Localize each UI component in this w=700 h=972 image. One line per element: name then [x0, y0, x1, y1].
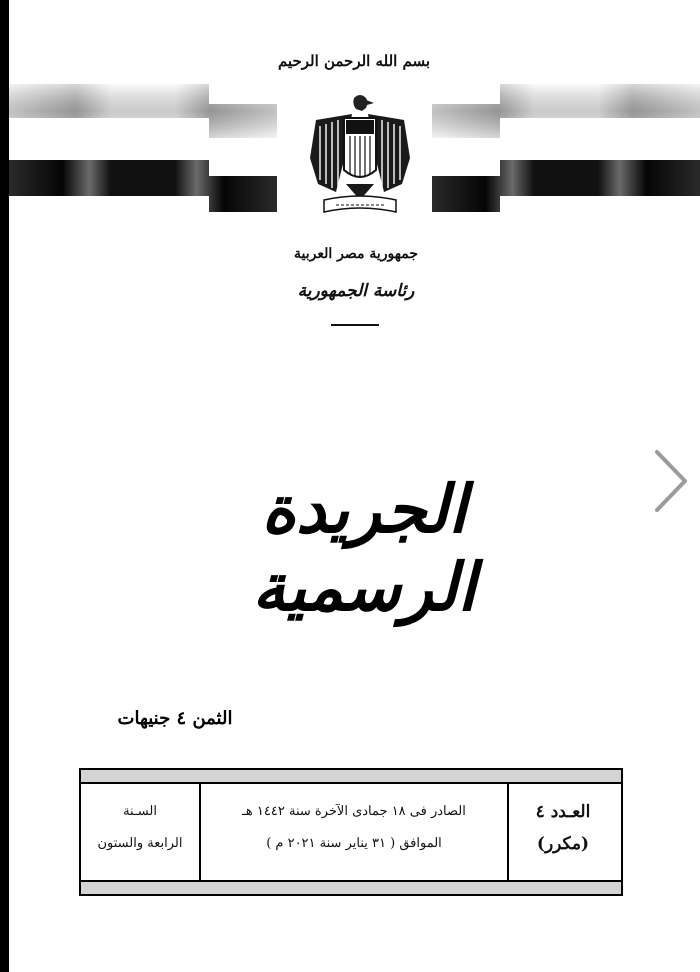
issue-note: (مكرر): [536, 834, 590, 854]
issue-date-cell: [199, 784, 509, 880]
eagle-emblem-icon: [296, 88, 424, 224]
page-left-edge: [0, 0, 9, 972]
year-label: السـنة: [123, 804, 157, 819]
presidency-underline: [331, 324, 379, 326]
gazette-title: الجريدة الرسمية: [252, 470, 476, 626]
table-top-bar: [79, 768, 623, 784]
republic-name: جمهورية مصر العربية: [294, 246, 418, 262]
year-cell: [81, 784, 199, 880]
issue-info-table: [79, 784, 623, 880]
issue-number: العـدد ٤: [535, 802, 591, 822]
basmala: بسم الله الرحمن الرحيم: [277, 52, 431, 70]
table-bottom-bar: [79, 880, 623, 896]
chevron-right-icon[interactable]: [649, 448, 693, 514]
presidency-name: رئاسة الجمهورية: [297, 281, 415, 301]
year-value: الرابعة والستون: [97, 836, 183, 851]
document-page: [9, 0, 700, 972]
issue-number-cell: [505, 784, 621, 880]
price-label: الثمن ٤ جنيهات: [117, 708, 233, 729]
hijri-date: الصادر فى ١٨ جمادى الآخرة سنة ١٤٤٢ هـ: [242, 804, 466, 819]
gregorian-date: الموافق ( ٣١ يناير سنة ٢٠٢١ م ): [266, 836, 442, 851]
